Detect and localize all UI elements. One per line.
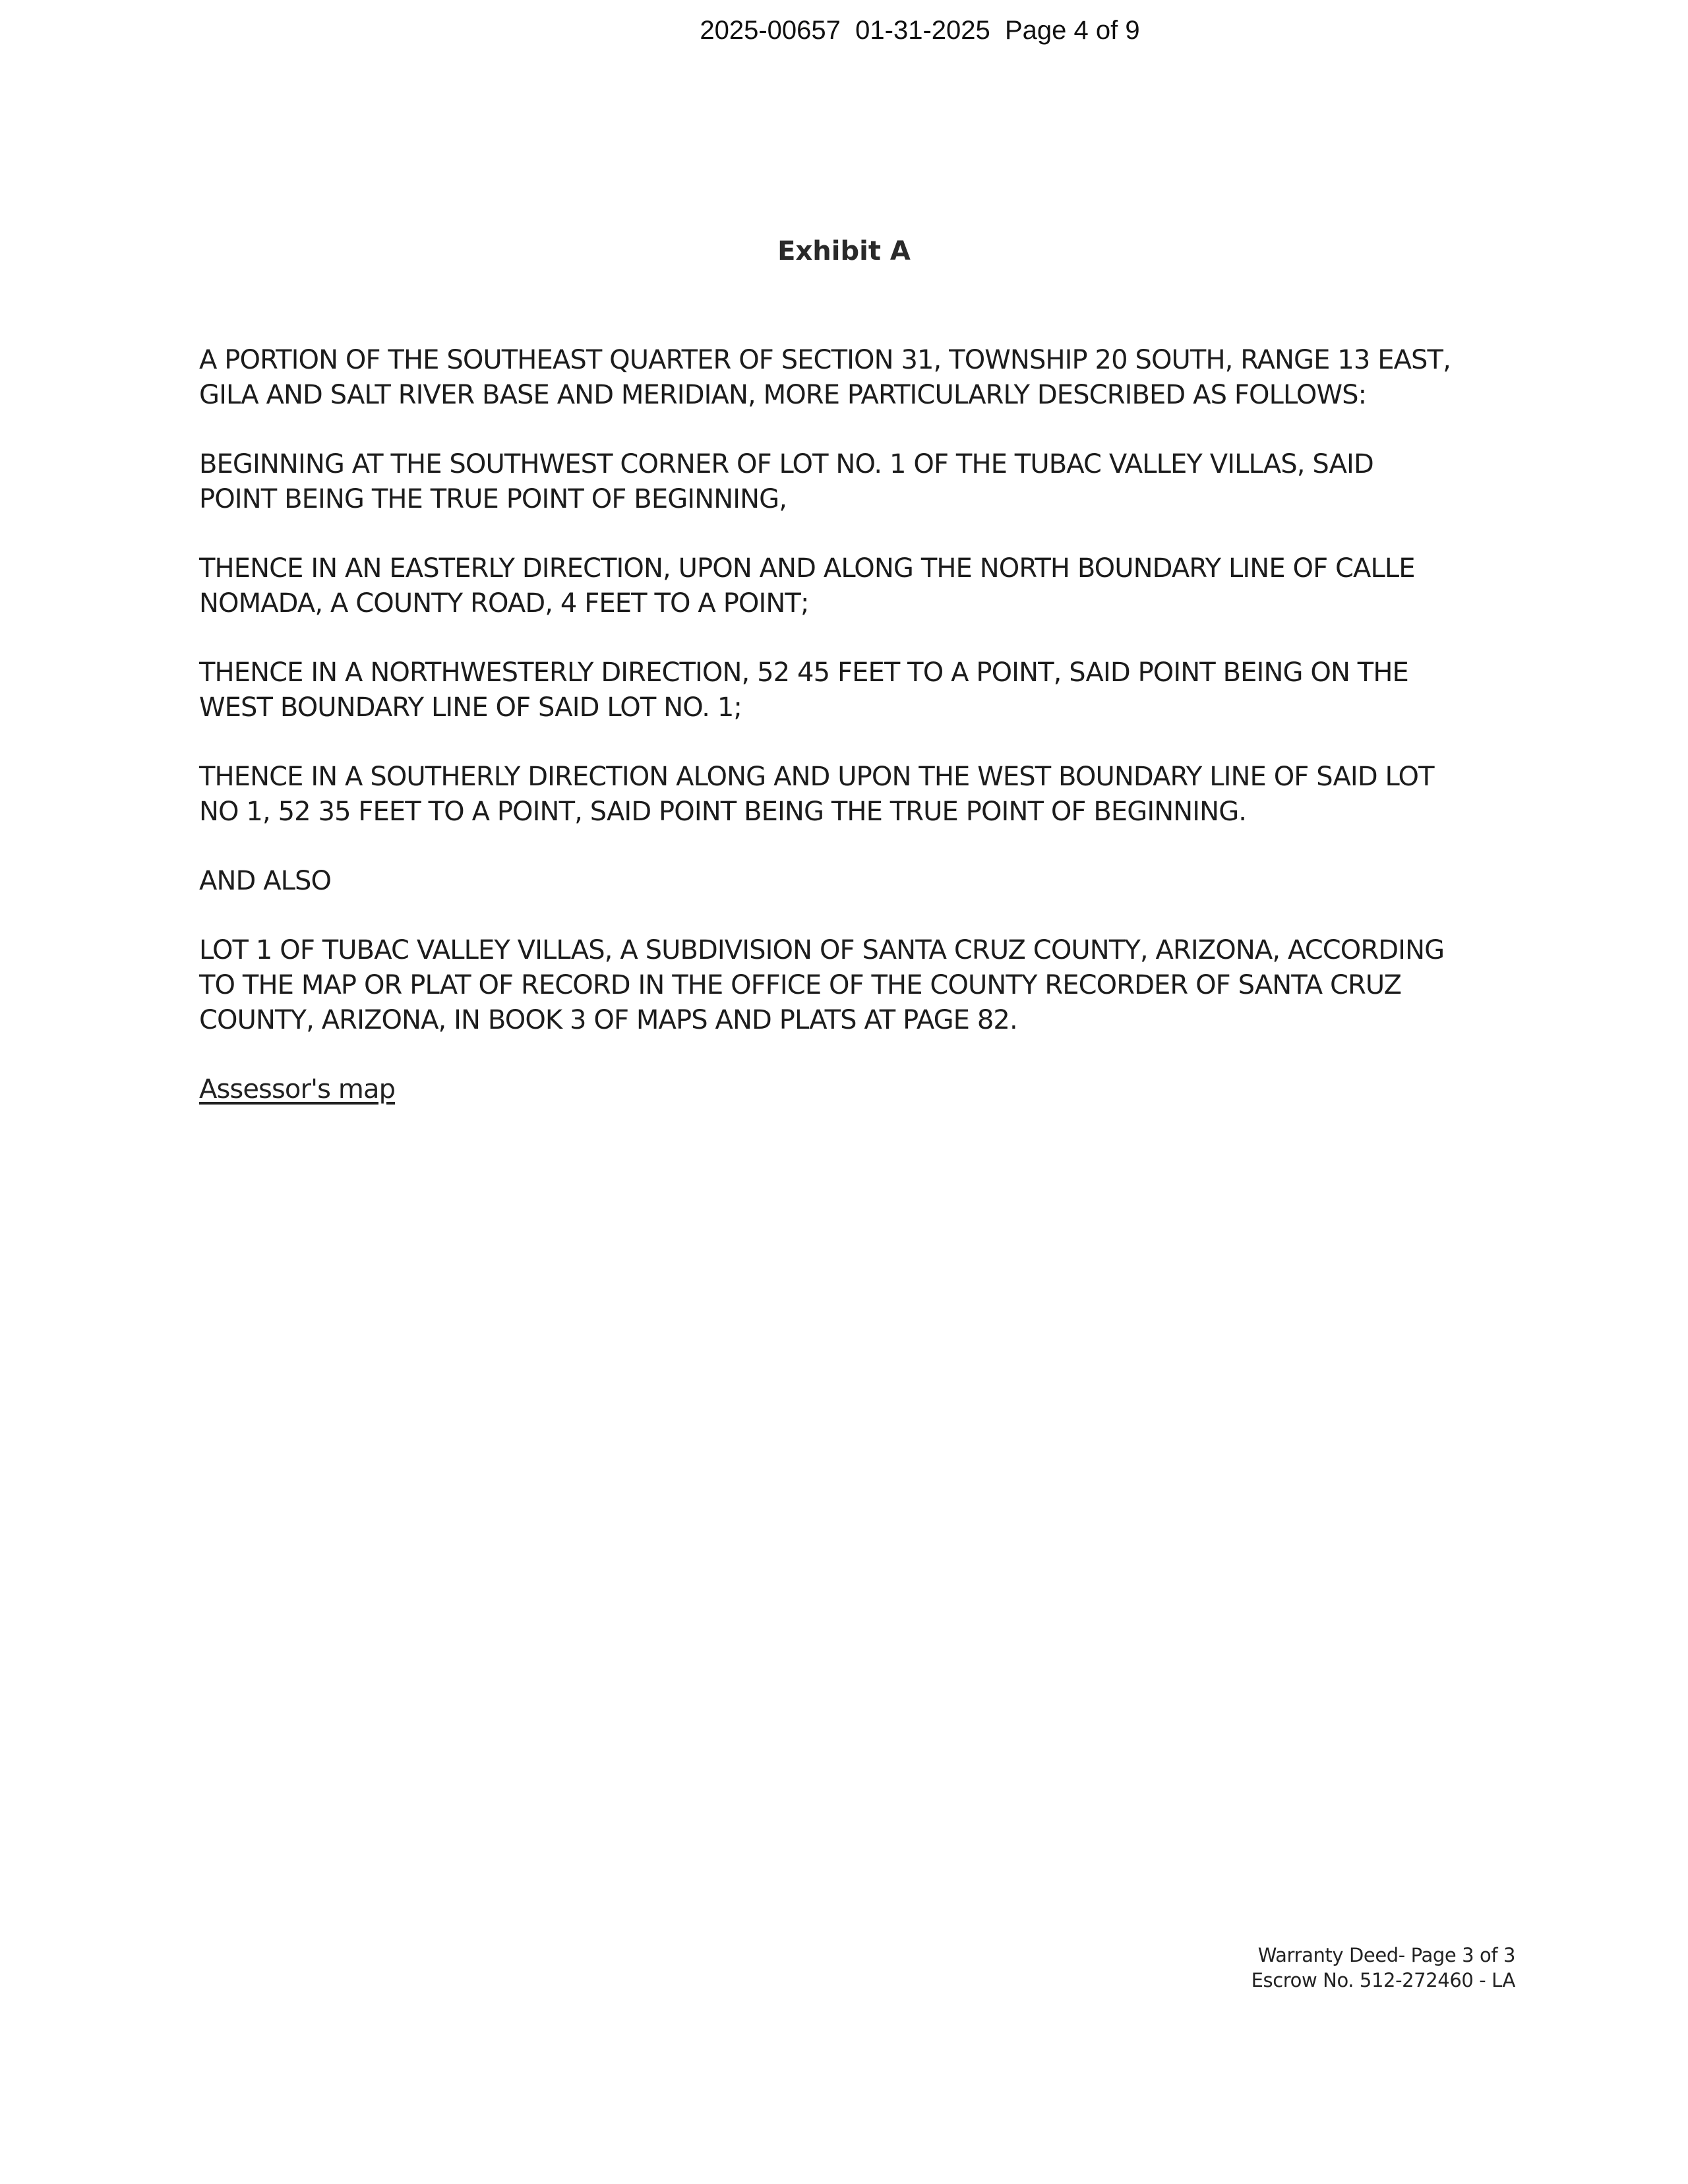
recording-date: 01-31-2025 <box>855 16 990 45</box>
paragraph-portion <box>199 343 1518 413</box>
text-line: THENCE IN A NORTHWESTERLY DIRECTION, 52 45 FEET TO A POINT, SAID POINT BEING ON THE <box>199 657 1408 688</box>
text-line: TO THE MAP OR PLAT OF RECORD IN THE OFFICE OF THE COUNTY RECORDER OF SANTA CRUZ <box>199 970 1402 1000</box>
paragraph-lot-1 <box>199 933 1518 1038</box>
paragraph-northwesterly <box>199 655 1518 725</box>
text-line: THENCE IN A SOUTHERLY DIRECTION ALONG AND UPON THE WEST BOUNDARY LINE OF SAID LOT <box>199 762 1434 792</box>
paragraph-southerly <box>199 760 1518 830</box>
text-line: THENCE IN AN EASTERLY DIRECTION, UPON AND ALONG THE NORTH BOUNDARY LINE OF CALLE <box>199 553 1415 584</box>
text-line: A PORTION OF THE SOUTHEAST QUARTER OF SECTION 31, TOWNSHIP 20 SOUTH, RANGE 13 EAST, <box>199 345 1451 375</box>
text-line: NO 1, 52 35 FEET TO A POINT, SAID POINT BEING THE TRUE POINT OF BEGINNING. <box>199 797 1247 827</box>
footer-deed-page: Warranty Deed- Page 3 of 3 <box>1257 1944 1515 1966</box>
footer-escrow-number: Escrow No. 512-272460 - LA <box>1251 1969 1515 1991</box>
page-footer <box>1251 1943 1515 1993</box>
text-line: POINT BEING THE TRUE POINT OF BEGINNING, <box>199 484 787 514</box>
text-line: COUNTY, ARIZONA, IN BOOK 3 OF MAPS AND PLATS AT PAGE 82. <box>199 1005 1017 1035</box>
text-line: WEST BOUNDARY LINE OF SAID LOT NO. 1; <box>199 692 742 723</box>
text-line: NOMADA, A COUNTY ROAD, 4 FEET TO A POINT; <box>199 588 809 619</box>
paragraph-easterly <box>199 551 1518 621</box>
exhibit-title: Exhibit A <box>777 236 911 266</box>
text-line: GILA AND SALT RIVER BASE AND MERIDIAN, MORE PARTICULARLY DESCRIBED AS FOLLOWS: <box>199 380 1367 410</box>
recording-header <box>0 16 1688 46</box>
recording-page-number: Page 4 of 9 <box>1005 16 1140 45</box>
paragraph-and-also <box>199 864 1518 899</box>
legal-description <box>199 343 1518 1107</box>
recording-number: 2025-00657 <box>700 16 841 45</box>
text-line: BEGINNING AT THE SOUTHWEST CORNER OF LOT NO. 1 OF THE TUBAC VALLEY VILLAS, SAID <box>199 449 1373 479</box>
assessors-map-link[interactable]: Assessor's map <box>199 1074 396 1105</box>
text-line: AND ALSO <box>199 866 332 896</box>
text-line: LOT 1 OF TUBAC VALLEY VILLAS, A SUBDIVISION OF SANTA CRUZ COUNTY, ARIZONA, ACCORDING <box>199 935 1445 965</box>
paragraph-beginning <box>199 447 1518 517</box>
